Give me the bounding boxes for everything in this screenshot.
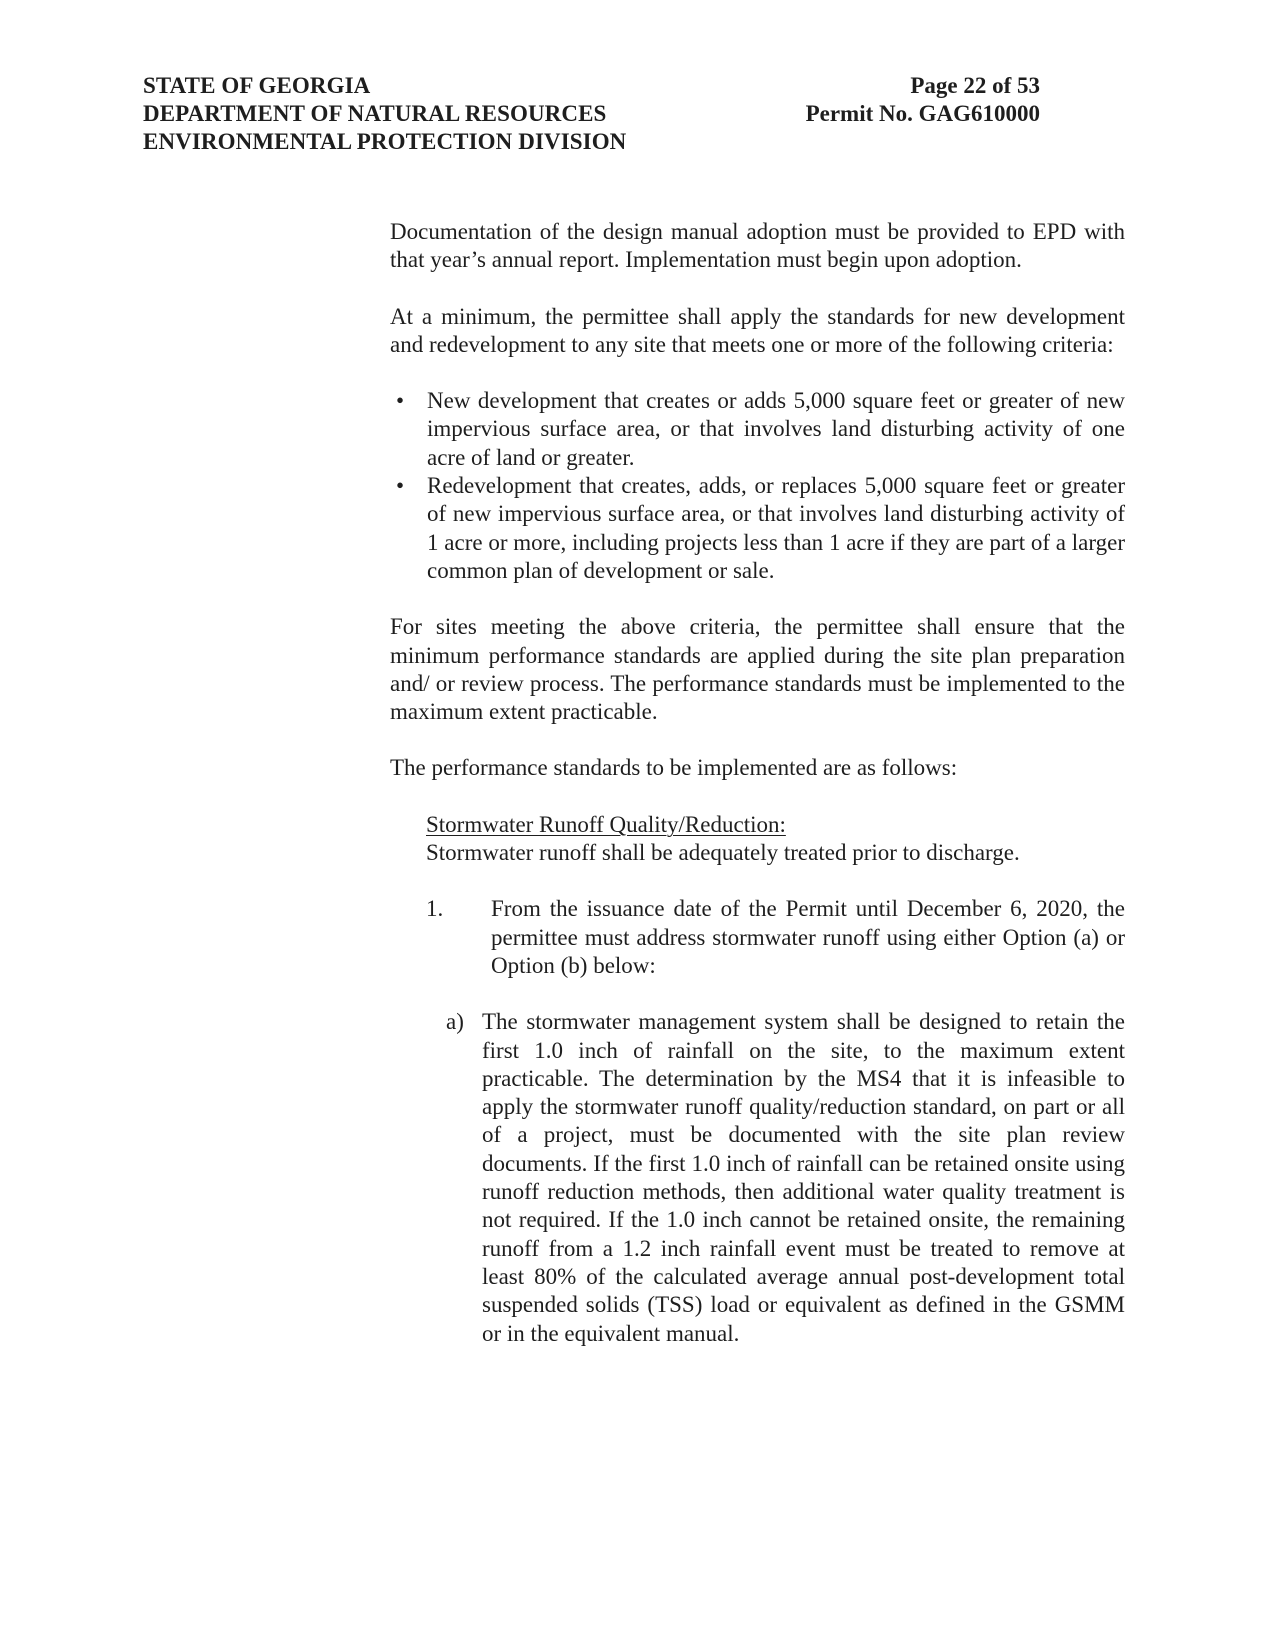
document-body — [390, 218, 1125, 1348]
list-item — [390, 472, 1125, 585]
permit-number: Permit No. GAG610000 — [805, 101, 1040, 126]
bullet-marker: • — [395, 473, 405, 499]
list-item — [390, 387, 1125, 472]
numbered-item-1 — [390, 895, 1125, 980]
agency-line-division: ENVIRONMENTAL PROTECTION DIVISION — [143, 129, 627, 154]
agency-header — [143, 72, 626, 156]
item-text: The stormwater management system shall be designed to retain the first 1.0 inch of rainfall on the site, to the maximum extent practicable. The determination by the MS4 that it is infeasible to apply the stormwater runoff quality/reduction standard, on part or all of a project, must be documented with the site plan review documents. If the first 1.0 inch of rainfall can be retained onsite using runoff reduction methods, then additional water quality treatment is not required. If the 1.0 inch cannot be retained onsite, the remaining runoff from a 1.2 inch rainfall event must be treated to remove at least 80% of the calculated average annual post-development total suspended solids (TSS) load or equivalent as defined in the GSMM or in the equivalent manual. — [482, 1009, 1125, 1346]
item-text: From the issuance date of the Permit until December 6, 2020, the permittee must address stormwater runoff using either Option (a) or Option (b) below: — [491, 896, 1125, 978]
paragraph-minimum-standards: At a minimum, the permittee shall apply the standards for new development and redevelopment to any site that meets one or more of the following criteria: — [390, 303, 1125, 357]
agency-line-department: DEPARTMENT OF NATURAL RESOURCES — [143, 101, 607, 126]
section-text: Stormwater runoff shall be adequately treated prior to discharge. — [426, 840, 1020, 866]
list-item-text: Redevelopment that creates, adds, or replaces 5,000 square feet or greater of new impervious surface area, or that involves land disturbing activity of 1 acre or more, including projects less than 1 acre if they are part of a larger common plan of development or sale. — [427, 473, 1125, 583]
list-item-text: New development that creates or adds 5,000 square feet or greater of new impervious surface area, or that involves land disturbing activity of one acre of land or greater. — [427, 388, 1125, 470]
paragraph-sites-criteria: For sites meeting the above criteria, the permittee shall ensure that the minimum performance standards are applied during the site plan preparation and/ or review process. The performance standards must be implemented to the maximum extent practicable. — [390, 614, 1125, 725]
paragraph-performance-standards: The performance standards to be implemented are as follows: — [390, 755, 958, 781]
bullet-marker: • — [395, 388, 405, 414]
page-number: Page 22 of 53 — [910, 73, 1040, 98]
section-heading: Stormwater Runoff Quality/Reduction: — [426, 811, 786, 837]
agency-line-state: STATE OF GEORGIA — [143, 73, 371, 98]
criteria-list — [390, 387, 1125, 585]
page-info-header — [790, 72, 1040, 128]
item-number: 1. — [426, 896, 444, 922]
lettered-item-a — [390, 1008, 1125, 1348]
item-letter: a) — [446, 1009, 464, 1035]
paragraph-design-manual: Documentation of the design manual adoption must be provided to EPD with that year’s annual report. Implementation must begin upon adoption. — [390, 219, 1125, 273]
